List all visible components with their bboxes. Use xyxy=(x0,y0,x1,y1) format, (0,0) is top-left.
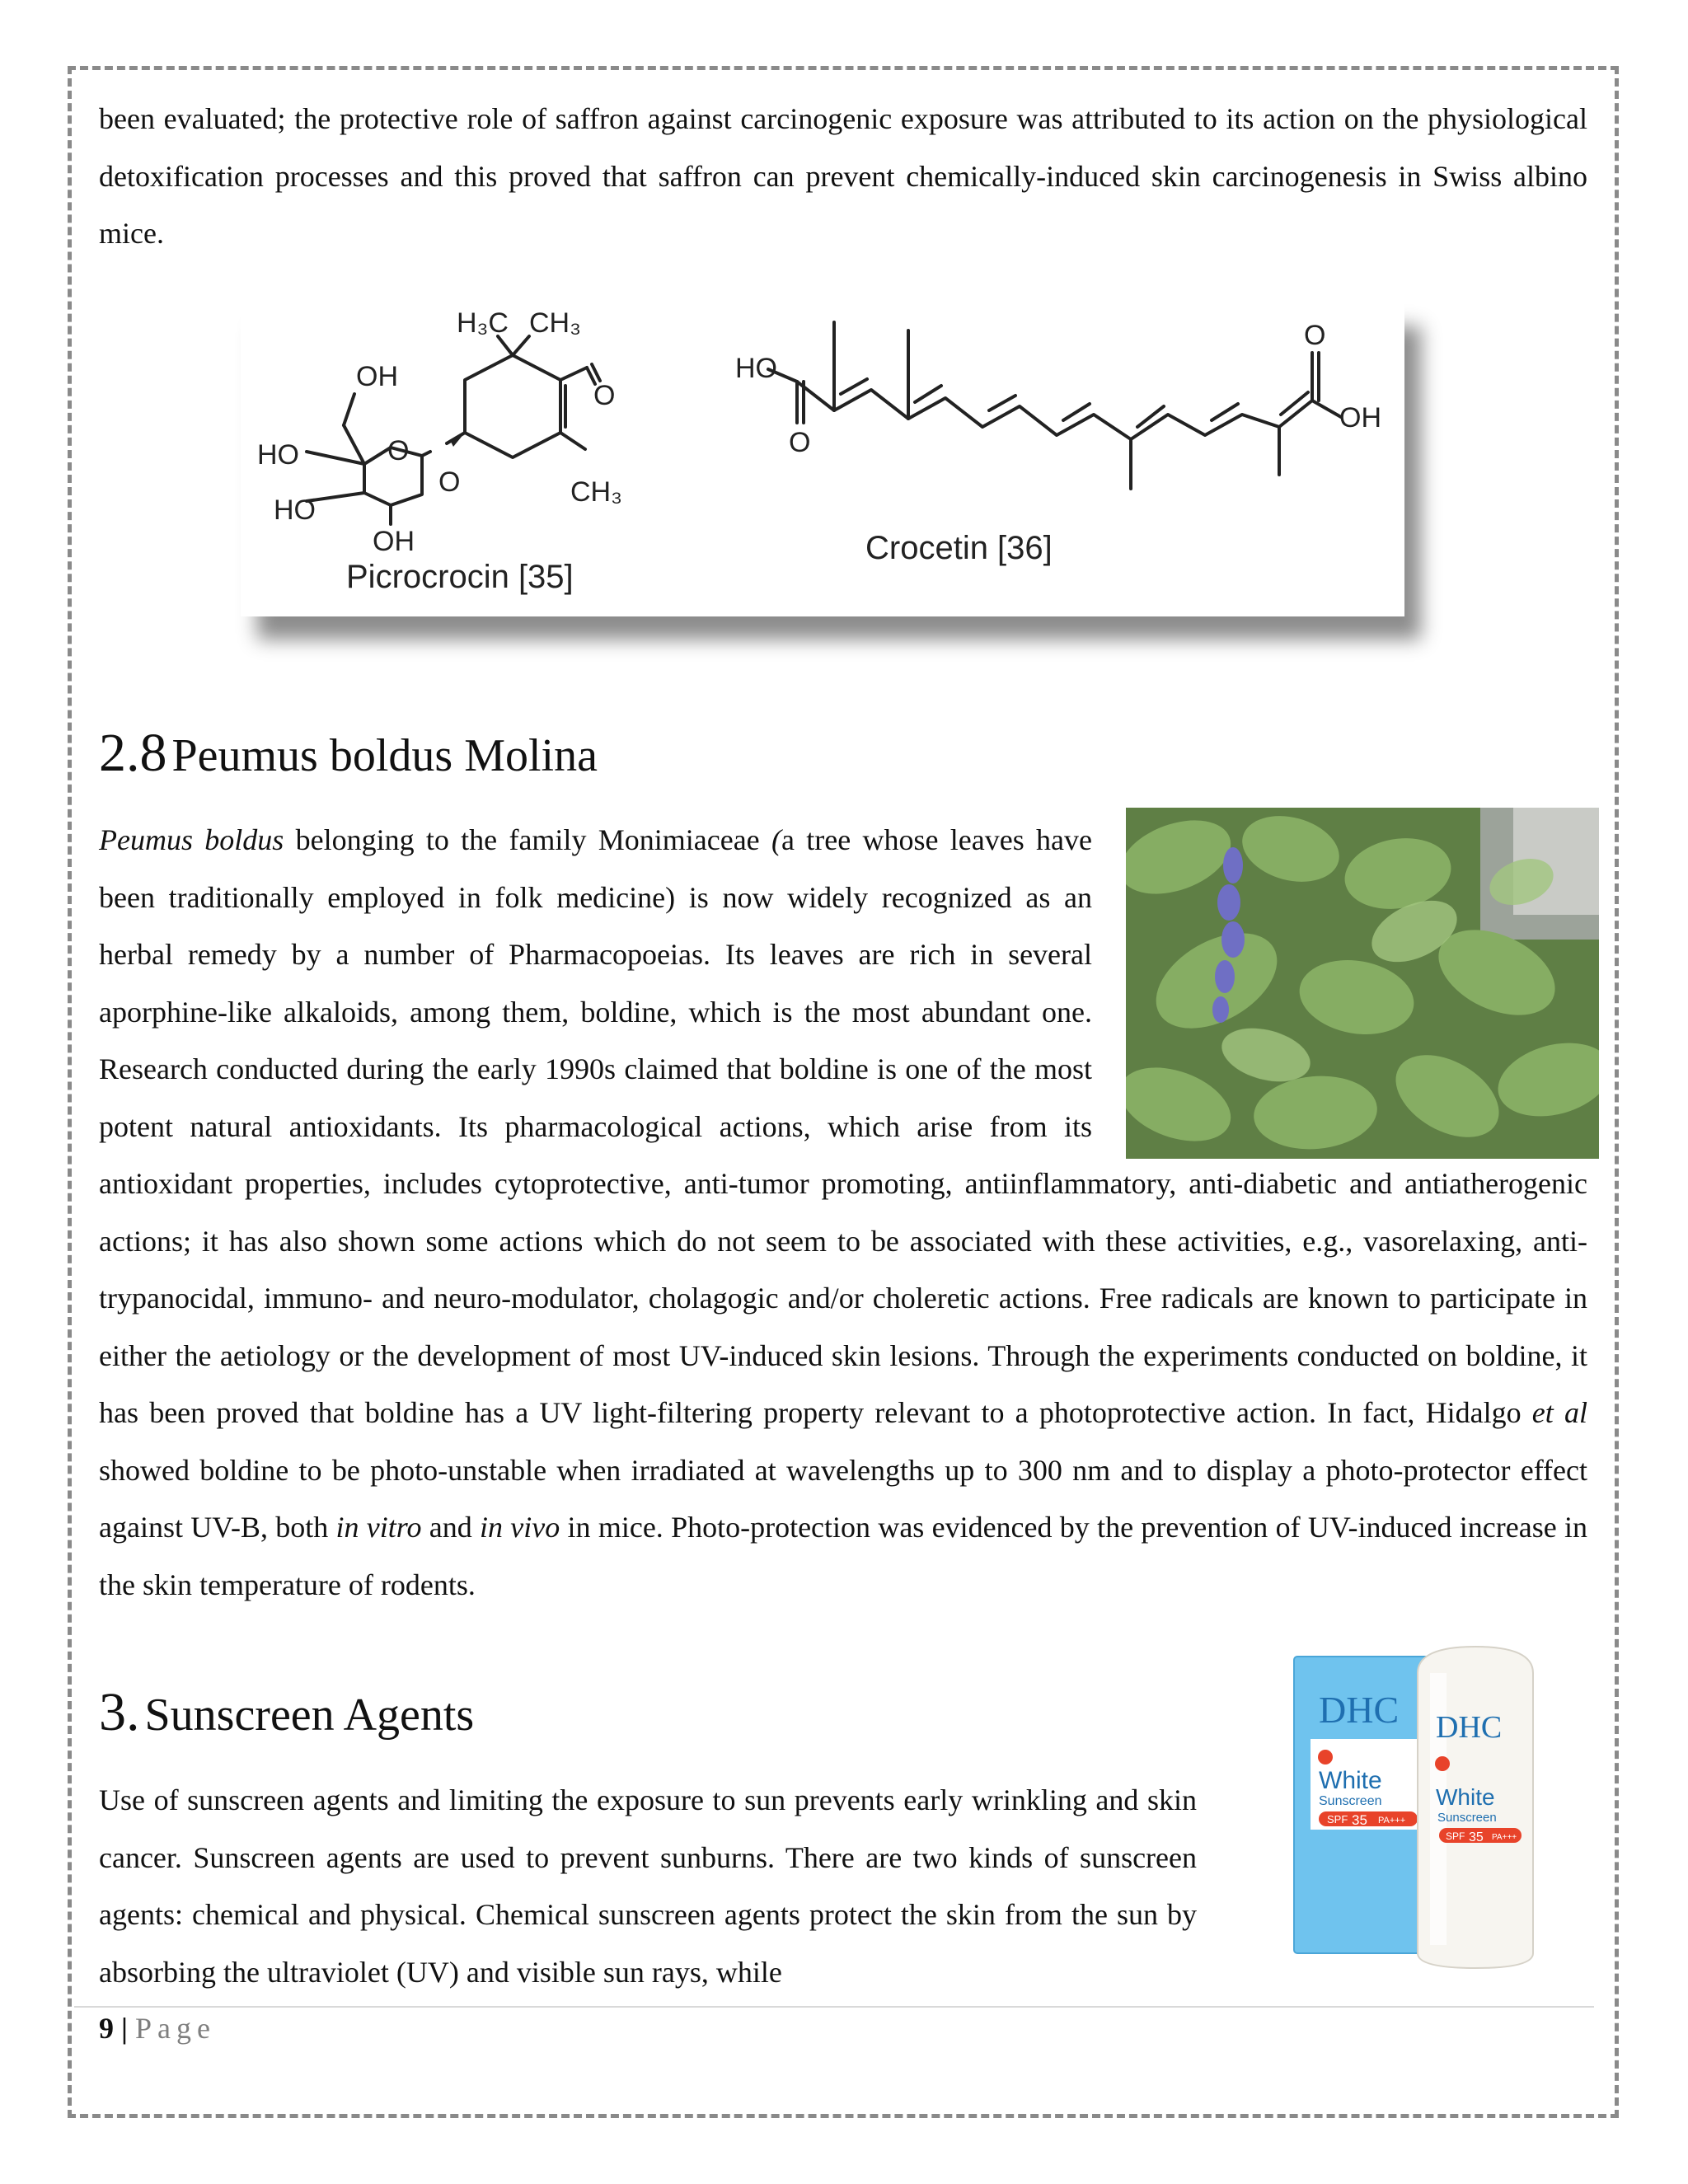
box-brand: DHC xyxy=(1319,1689,1400,1731)
ho-1-label: HO xyxy=(257,439,299,471)
text-run: showed boldine to be photo-unstable when irradiated at wavelengths up to 300 nm and to display a photo-protector effect against UV-B, both xyxy=(99,1453,1587,1544)
oh-top-label: OH xyxy=(356,361,398,392)
oh-bottom-label: OH xyxy=(373,526,415,557)
crocetin-oh-label: OH xyxy=(1339,402,1381,434)
intro-paragraph: been evaluated; the protective role of saffron against carcinogenic exposure was attributed to its action on the physiological detoxification processes and this proved that saffron can prevent chemically-induced skin carcinogenesis in Swiss albino mice. xyxy=(99,102,1587,250)
crocetin-ho-label: HO xyxy=(735,353,777,384)
chemical-structures-drawing xyxy=(241,303,1404,616)
o-ald-label: O xyxy=(593,380,616,411)
crocetin-o-left-label: O xyxy=(789,427,811,458)
tube-spf-label: SPF xyxy=(1446,1830,1465,1842)
sunscreen-product-photo xyxy=(1286,1640,1601,1986)
box-line2: Sunscreen xyxy=(1319,1794,1382,1808)
tube-line2: Sunscreen xyxy=(1437,1811,1497,1825)
box-spf-value: 35 xyxy=(1352,1812,1367,1828)
section-3-heading xyxy=(99,1681,474,1744)
text-run: belonging to the family Monimiaceae xyxy=(284,823,771,856)
text-run: in mice. Photo-protection was evidenced by the prevention of UV-induced increase in the skin temperature of rodents. xyxy=(99,1511,1587,1601)
photo-spacer xyxy=(1114,812,1587,1150)
section-number: 2.8 xyxy=(99,723,167,783)
tube-spf-value: 35 xyxy=(1469,1830,1484,1844)
section-number: 3. xyxy=(99,1682,140,1742)
picrocrocin-caption: Picrocrocin [35] xyxy=(346,559,574,595)
tube-brand: DHC xyxy=(1436,1710,1503,1745)
species-name: Peumus boldus xyxy=(99,823,284,856)
tube-pa: PA+++ xyxy=(1492,1833,1517,1842)
page-number: 9 xyxy=(99,2012,114,2045)
section-title: Sunscreen Agents xyxy=(144,1690,475,1741)
h3c-label: H₃C xyxy=(457,307,509,339)
ch3-side-label: CH₃ xyxy=(570,476,622,508)
crocetin-o-right-label: O xyxy=(1304,320,1326,351)
text-run: a tree whose leaves have been traditionally employed in folk medicine) is now widely recognized as an herbal remedy by a number of Pharmacopoeias. Its leaves are rich in several aporphine-like alkaloids, among them, boldine, which is the most abundant one. Research conducted during the early 1990s claimed that boldine is one of the most potent natural antioxidants. Its pharmacological actions, which arise from its antioxidant properties, includes cytoprotective, anti-tumor promoting, antiinflammatory, anti-diabetic and antiatherogenic actions; it has also shown some actions which do not seem to be associated with these activities, e.g., vasorelaxing, anti-trypanocidal, immuno- and neuro-modulator, cholagogic and/or choleretic actions. Free radicals are known to participate in either the aetiology or the development of most UV-induced skin lesions. Through the experiments conducted on boldine, it has been proved that boldine has a UV light-filtering property relevant to a photoprotective action. In fact, Hidalgo xyxy=(99,823,1587,1429)
text-run: et al xyxy=(1531,1396,1587,1429)
box-spf-label: SPF xyxy=(1327,1813,1348,1825)
footer-separator: | xyxy=(114,2012,135,2045)
text-run: and xyxy=(421,1511,481,1544)
ch3-top-label: CH₃ xyxy=(529,307,581,339)
crocetin-caption: Crocetin [36] xyxy=(865,530,1053,566)
page-footer xyxy=(99,2011,216,2046)
box-pa: PA+++ xyxy=(1378,1816,1406,1825)
footer-rule xyxy=(74,2006,1594,2008)
ho-2-label: HO xyxy=(274,494,316,526)
sunscreen-paragraph: Use of sunscreen agents and limiting the exposure to sun prevents early wrinkling and skin cancer. Sunscreen agents are used to prevent sunburns. There are two kinds of sunscreen agents: chemical and physical. Chemical sunscreen agents protect the skin from the sun by absorbing the ultraviolet (UV) and visible sun rays, while xyxy=(99,1783,1197,1989)
chemical-structures-figure xyxy=(241,303,1404,616)
section-title: Peumus boldus Molina xyxy=(171,730,598,781)
text-run: in vitro xyxy=(335,1511,422,1544)
tube-line1: White xyxy=(1436,1784,1495,1810)
text-run: ( xyxy=(771,823,781,856)
o-link-label: O xyxy=(438,466,461,498)
o-ring-label: O xyxy=(387,435,410,466)
boldus-paragraph xyxy=(99,812,1587,1614)
text-run: in vivo xyxy=(480,1511,560,1544)
box-line1: White xyxy=(1319,1767,1382,1794)
section-2-8-heading xyxy=(99,722,598,785)
page-label: Page xyxy=(134,2012,216,2045)
